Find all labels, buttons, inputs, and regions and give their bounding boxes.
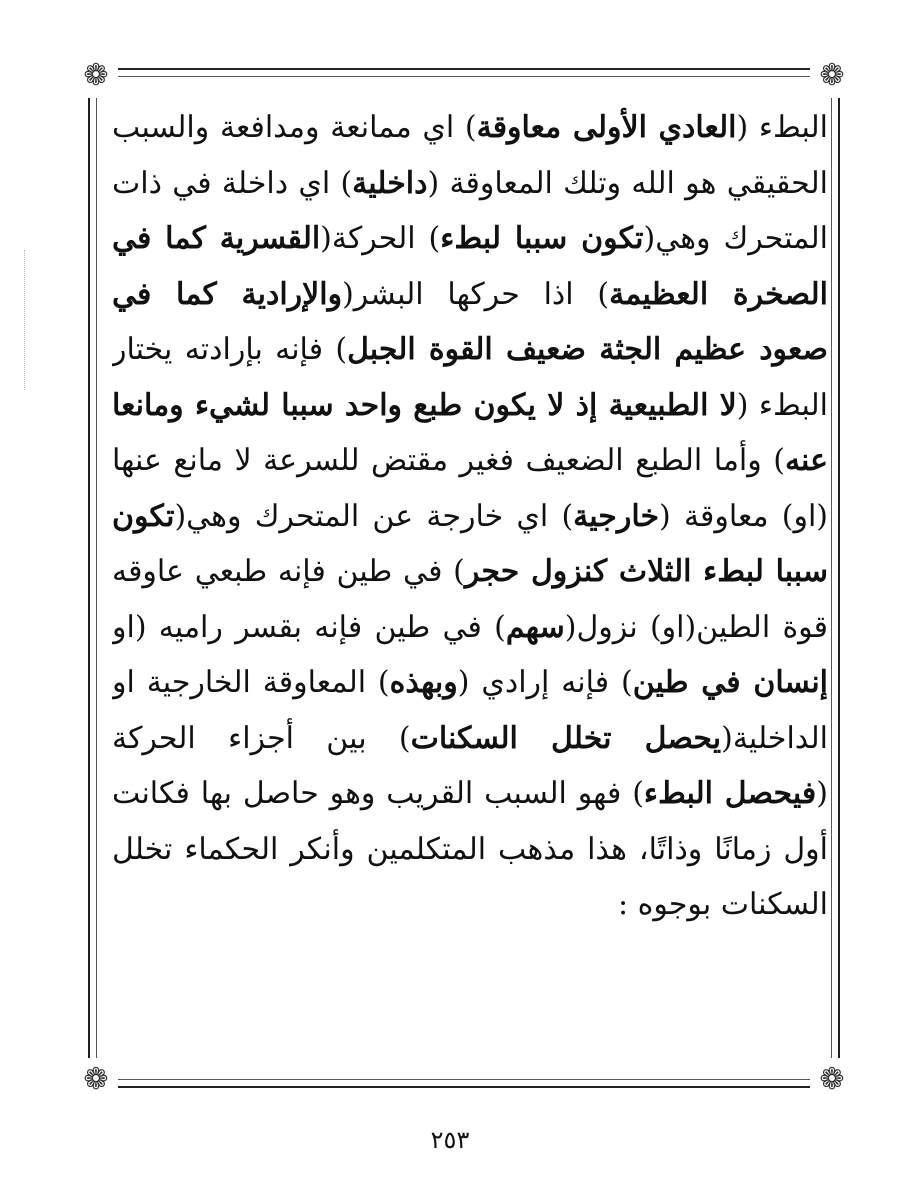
bold-text-segment: العادي الأولى معاوقة: [476, 110, 737, 145]
text-segment: ) فهو السبب القريب وهو حاصل بها فكانت: [112, 776, 644, 811]
text-line: [112, 766, 828, 822]
text-segment: قوة الطين(او) نزول(: [564, 609, 828, 645]
text-line: [112, 267, 828, 323]
page-number: ٢٥٣: [430, 1126, 470, 1154]
bold-text-segment: الصخرة العظيمة: [609, 276, 828, 312]
corner-ornament-icon: ❁: [74, 1058, 118, 1102]
bold-text-segment: خارجية: [573, 498, 660, 534]
bold-text-segment: إنسان في طين: [632, 665, 828, 700]
text-line: [112, 655, 828, 711]
text-line: [112, 100, 828, 156]
text-segment: ) اي خارجة عن المتحرك وهي(: [174, 498, 574, 534]
text-segment: أول زمانًا وذاتًا، هذا مذهب المتكلمين وأنكر الحكماء تخلل: [112, 831, 828, 867]
text-line: [112, 822, 828, 878]
text-segment: ) الحركة(: [320, 221, 441, 256]
bold-text-segment: داخلية: [352, 165, 428, 201]
text-segment: ) فإنه بإرادته يختار: [112, 332, 348, 367]
bold-text-segment: عنه: [784, 443, 828, 478]
text-line: [112, 211, 828, 267]
text-line: [112, 489, 828, 545]
bold-text-segment: تكون سببا لبطء: [440, 221, 644, 256]
text-line: [112, 600, 828, 656]
bold-text-segment: والإرادية كما في: [112, 276, 343, 312]
bold-text-segment: صعود عظيم الجثة ضعيف القوة الجبل: [347, 332, 828, 367]
text-segment: ) اي ممانعة ومدافعة والسبب: [112, 110, 477, 145]
text-segment: الداخلية(: [721, 720, 828, 756]
bold-text-segment: يحصل تخلل السكنات: [410, 720, 722, 756]
text-line: [112, 322, 828, 378]
text-segment: (: [816, 776, 828, 811]
text-segment: المتحرك وهي(: [643, 221, 828, 256]
bold-text-segment: لا الطبيعية إذ لا يكون طبع واحد سببا لشيء ومانعا: [112, 387, 737, 423]
scan-margin-marks: [24, 250, 33, 390]
body-text: [112, 100, 828, 1020]
bold-text-segment: القسرية كما في: [112, 221, 321, 256]
text-segment: ) المعاوقة الخارجية او: [112, 665, 390, 700]
text-line: [112, 711, 828, 767]
text-segment: البطء (: [736, 387, 828, 423]
text-segment: ) اي داخلة في ذات: [112, 165, 353, 201]
text-line: [112, 433, 828, 489]
text-segment: ) في طين فإنه طبعي عاوقه: [112, 554, 465, 589]
text-segment: ) اذا حركها البشر(: [342, 276, 610, 312]
bold-text-segment: تكون: [112, 498, 175, 534]
text-segment: ) في طين فإنه بقسر راميه (او: [112, 609, 506, 645]
text-segment: (او) معاوقة (: [659, 498, 828, 534]
text-segment: ) وأما الطبع الضعيف فغير مقتض للسرعة لا مانع عنها: [112, 443, 785, 478]
text-line: [112, 156, 828, 212]
text-line: [112, 877, 828, 933]
text-segment: البطء (: [736, 110, 828, 145]
text-line: [112, 378, 828, 434]
bold-text-segment: فيحصل البطء: [643, 776, 817, 811]
corner-ornament-icon: ❁: [810, 1058, 854, 1102]
corner-ornament-icon: ❁: [74, 54, 118, 98]
text-segment: السكنات بوجوه :: [617, 887, 828, 922]
text-segment: ) بين أجزاء الحركة: [112, 720, 411, 756]
corner-ornament-icon: ❁: [810, 54, 854, 98]
bold-text-segment: سهم: [505, 609, 565, 645]
bold-text-segment: سببا لبطء الثلاث كنزول حجر: [464, 554, 828, 589]
bold-text-segment: وبهذه: [389, 665, 458, 700]
text-line: [112, 544, 828, 600]
text-segment: ) فإنه إرادي (: [457, 665, 633, 700]
text-segment: الحقيقي هو الله وتلك المعاوقة (: [427, 165, 828, 201]
